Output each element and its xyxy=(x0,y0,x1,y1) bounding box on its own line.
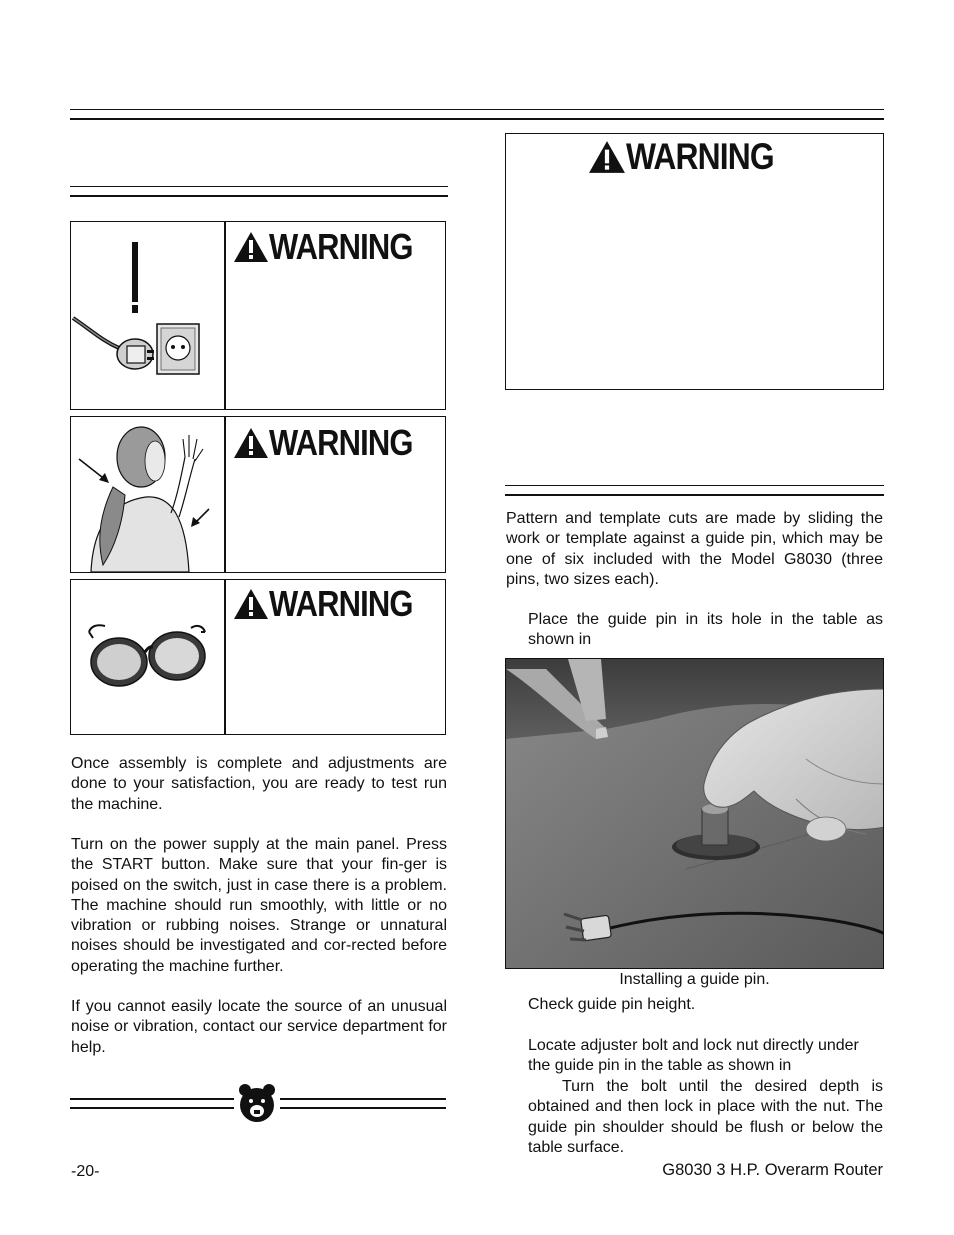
warning-triangle-icon xyxy=(233,588,269,620)
guide-pin-installation-photo xyxy=(505,658,884,969)
top-rule-thick xyxy=(70,118,884,120)
step-adjust-bolt-part1: Locate adjuster bolt and lock nut directly under the guide pin in the table as shown in xyxy=(528,1037,859,1075)
plug-and-outlet-icon xyxy=(71,222,223,408)
right-warning-label: WARNING xyxy=(588,136,798,178)
photo-caption: Installing a guide pin. xyxy=(619,971,770,988)
warning-box-glasses xyxy=(70,579,446,735)
footer-rule-right-thin xyxy=(280,1098,446,1100)
step-adjust-bolt-part2: Turn the bolt until the desired depth is obtained and then lock in place with the nut. The guide pin shoulder should be flush or below the table surface. xyxy=(528,1078,883,1156)
tied-back-hair-icon xyxy=(71,417,223,572)
warning-triangle-icon xyxy=(233,231,269,263)
footer-rule-left-thick xyxy=(70,1107,234,1109)
left-section-rule-thin xyxy=(70,186,448,187)
right-section-rule-thick xyxy=(505,494,884,496)
warning-box-unplug xyxy=(70,221,446,410)
bear-logo-icon xyxy=(238,1083,276,1123)
step-place-guide-pin: Place the guide pin in its hole in the table as shown in xyxy=(528,611,883,649)
test-run-intro-paragraph: Once assembly is complete and adjustments are done to your satisfaction, you are ready to test run the machine. xyxy=(71,755,447,813)
footer-rule-left-thin xyxy=(70,1098,234,1100)
warning-box-hair xyxy=(70,416,446,573)
warning-label-1: WARNING xyxy=(233,227,436,267)
warning-box-divider xyxy=(224,417,226,572)
warning-triangle-icon xyxy=(588,140,626,174)
top-rule-thin xyxy=(70,109,884,110)
test-run-procedure-paragraph: Turn on the power supply at the main panel. Press the START button. Make sure that your fin-ger is poised on the switch, just in case there is a problem. The machine should run smoothly, with little or no vibration or rubbing noises. Strange or unnatural noises should be investigated and cor-rected before operating the machine further. xyxy=(71,836,447,975)
footer-rule-right-thick xyxy=(280,1107,446,1109)
warning-label-2: WARNING xyxy=(233,423,436,463)
right-section-rule-thin xyxy=(505,485,884,486)
right-warning-box xyxy=(505,133,884,390)
step-check-pin-height: Check guide pin height. xyxy=(528,996,696,1013)
page-number: -20- xyxy=(71,1163,100,1180)
warning-box-divider xyxy=(224,580,226,734)
warning-box-divider xyxy=(224,222,226,409)
pattern-cuts-intro-paragraph: Pattern and template cuts are made by sliding the work or template against a guide pin, which may be one of six included with the Model G8030 (three pins, two sizes each). xyxy=(506,510,883,588)
footer-model-title: G8030 3 H.P. Overarm Router xyxy=(662,1161,883,1179)
safety-glasses-icon xyxy=(71,580,223,734)
warning-label-3: WARNING xyxy=(233,584,436,624)
warning-triangle-icon xyxy=(233,427,269,459)
left-section-rule-thick xyxy=(70,195,448,197)
service-contact-paragraph: If you cannot easily locate the source of an unusual noise or vibration, contact our service department for help. xyxy=(71,998,447,1056)
